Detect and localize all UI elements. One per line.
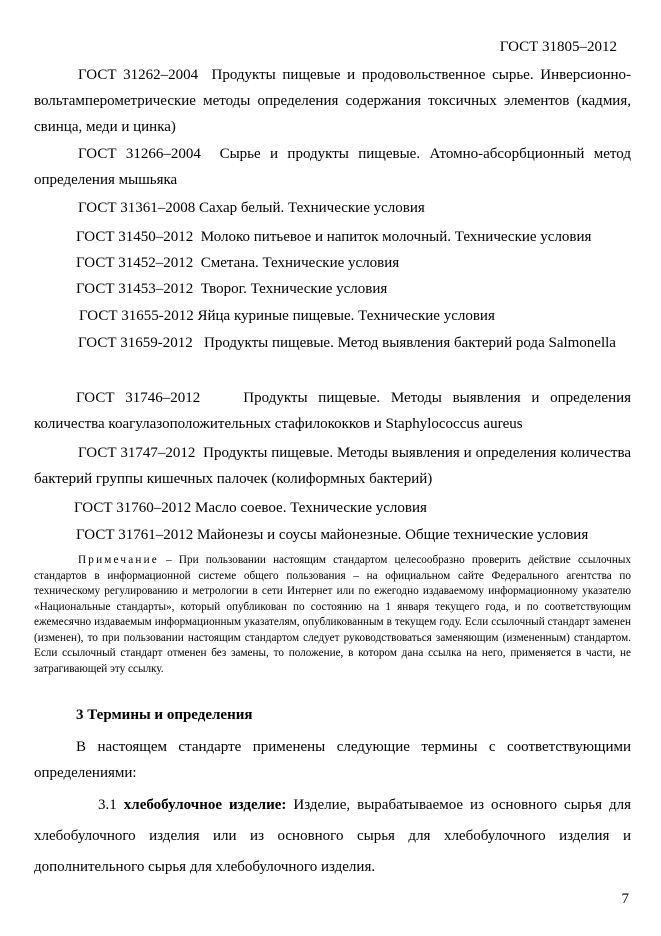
reference-code: ГОСТ 31761–2012	[76, 527, 194, 543]
reference-item	[34, 224, 631, 250]
reference-text: Сметана. Технические условия	[200, 255, 400, 271]
reference-text: Продукты пищевые и продовольственное сырье. Инверсионно-вольтамперометрические методы определения содержания токсичных элементов (кадмия, свинца, меди и цинка)	[34, 67, 631, 135]
reference-code: ГОСТ 31760–2012	[74, 500, 192, 516]
reference-item	[34, 276, 631, 302]
reference-item	[34, 385, 631, 437]
reference-code: ГОСТ 31659-2012	[78, 335, 193, 351]
reference-code: ГОСТ 31747–2012	[78, 445, 196, 461]
reference-item	[34, 440, 631, 492]
reference-code: ГОСТ 31361–2008	[78, 200, 196, 216]
reference-text: Продукты пищевые. Методы выявления и определения количества бактерий группы кишечных палочек (колиформных бактерий)	[34, 445, 631, 487]
reference-text: Яйца куриные пищевые. Технические условия	[197, 308, 495, 324]
reference-item	[34, 303, 631, 329]
reference-code: ГОСТ 31452–2012	[76, 255, 194, 271]
reference-item	[34, 250, 631, 276]
term-definition-text: Изделие, вырабатываемое из основного сырья для хлебобулочного изделия или из основного сырья для хлебобулочного изделия и дополнительного сырья для хлебобулочного изделия.	[34, 797, 632, 875]
reference-text: Майонезы и соусы майонезные. Общие технические условия	[196, 527, 589, 543]
reference-text: Сахар белый. Технические условия	[198, 200, 425, 216]
reference-item	[34, 62, 631, 140]
reference-item	[34, 522, 631, 548]
reference-code: ГОСТ 31262–2004	[78, 67, 199, 83]
term-name: хлебобулочное изделие:	[123, 797, 287, 813]
note-block	[34, 553, 631, 677]
reference-text: Молоко питьевое и напиток молочный. Технические условия	[200, 229, 592, 245]
section-intro: В настоящем стандарте применены следующие термины с соответствующими определениями:	[34, 739, 631, 781]
reference-text: Продукты пищевые. Методы выявления и определения количества коагулазоположительных стафилококков и Staphylococcus aureus	[34, 390, 632, 432]
note-text: – При пользовании настоящим стандартом целесообразно проверить действие ссылочных стандартов в информационной системе общего пользования – на официальном сайте Федерального агентства по техническому регулированию и метрологии в сети Интернет или по ежегодно издаваемому информационному указателю «Национальные стандарты», который опубликован по состоянию на 1 января текущего года, и по соответствующим ежемесячно издаваемым информационным указателям, опубликованным в текущем году. Если ссылочный стандарт заменен (изменен), то при пользовании настоящим стандартом следует руководствоваться заменяющим (измененным) стандартом. Если ссылочный стандарт отменен без замены, то положение, в котором дана ссылка на него, применяется в части, не затрагивающей эту ссылку.	[34, 554, 631, 675]
reference-text: Творог. Технические условия	[200, 281, 388, 297]
reference-item	[34, 195, 631, 221]
reference-code: ГОСТ 31266–2004	[78, 146, 201, 162]
reference-text: Масло соевое. Технические условия	[194, 500, 427, 516]
reference-item	[34, 495, 631, 521]
term-definition	[34, 790, 631, 883]
reference-item	[34, 141, 631, 193]
reference-text: Сырье и продукты пищевые. Атомно-абсорбционный метод определения мышьяка	[34, 146, 631, 188]
reference-code: ГОСТ 31450–2012	[76, 229, 194, 245]
page-number: 7	[621, 891, 629, 907]
reference-code: ГОСТ 31655-2012	[79, 308, 194, 324]
section-title: 3 Термины и определения	[76, 707, 253, 723]
term-number: 3.1	[98, 797, 117, 813]
reference-item	[34, 330, 631, 356]
document-code-header: ГОСТ 31805–2012	[499, 39, 617, 55]
note-label: Примечание	[78, 554, 159, 566]
reference-text: Продукты пищевые. Метод выявления бактерий рода Salmonella	[203, 335, 616, 351]
reference-code: ГОСТ 31453–2012	[76, 281, 194, 297]
reference-code: ГОСТ 31746–2012	[76, 390, 201, 406]
